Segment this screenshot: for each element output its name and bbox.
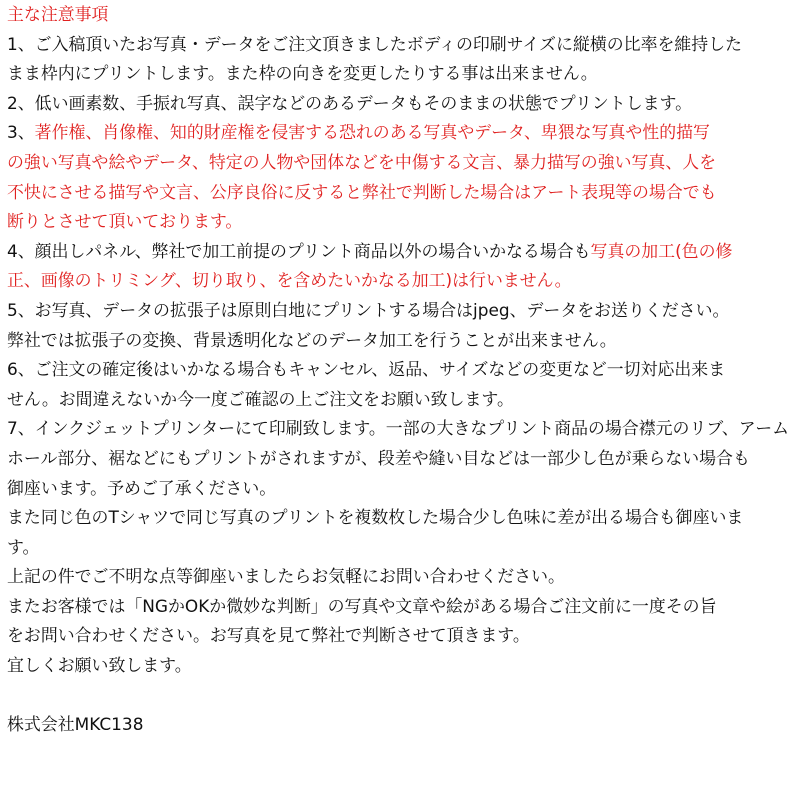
note-5-line-1: 5、お写真、データの拡張子は原則白地にプリントする場合はjpeg、データをお送りください。 (7, 299, 730, 320)
note-7-line-2: ホール部分、裾などにもプリントがされますが、段差や縫い目などは一部少し色が乗らない場合も (7, 447, 750, 468)
color-variance-line-1: また同じ色のTシャツで同じ写真のプリントを複数枚した場合少し色味に差が出る場合も御座いま (7, 507, 744, 528)
inquiry-line-2: をお問い合わせください。お写真を見て弊社で判断させて頂きます。 (7, 625, 530, 646)
note-4-warning-text: 写真の加工(色の修 (590, 240, 733, 261)
note-4-line-1 (7, 237, 797, 267)
notice-title: 主な注意事項 (7, 4, 109, 24)
note-1-line-1: 1、ご入稿頂いたお写真・データをご注文頂きましたボディの印刷サイズに縦横の比率を維持した (7, 33, 743, 54)
note-6-line-2: せん。お間違えないか今一度ご確認の上ご注文をお願い致します。 (7, 388, 514, 409)
note-2-line-1: 2、低い画素数、手振れ写真、誤字などのあるデータもそのままの状態でプリントします。 (7, 92, 692, 113)
note-3-line-2: の強い写真や絵やデータ、特定の人物や団体などを中傷する文言、暴力描写の強い写真、人を (7, 151, 717, 172)
note-7-line-3: 御座います。予めご了承ください。 (7, 477, 277, 498)
note-4-text: 4、顔出しパネル、弊社で加工前提のプリント商品以外の場合いかなる場合も (7, 240, 591, 261)
note-6-line-1: 6、ご注文の確定後はいかなる場合もキャンセル、返品、サイズなどの変更など一切対応出来ま (7, 359, 726, 380)
inquiry-line-1: またお客様では「NGかOKか微妙な判断」の写真や文章や絵がある場合ご注文前に一度その旨 (7, 595, 717, 616)
contact-line: 上記の件でご不明な点等御座いましたらお気軽にお問い合わせください。 (7, 566, 565, 587)
note-5-line-2: 弊社では拡張子の変換、背景透明化などのデータ加工を行うことが出来ません。 (7, 329, 617, 350)
color-variance-line-2: す。 (7, 536, 40, 557)
company-name: 株式会社MKC138 (7, 714, 144, 735)
note-1-line-2: まま枠内にプリントします。また枠の向きを変更したりする事は出来ません。 (7, 63, 598, 84)
note-3-line-4: 断りとさせて頂いております。 (7, 211, 243, 232)
note-4-line-2: 正、画像のトリミング、切り取り、を含めたいかなる加工)は行いません。 (7, 270, 572, 291)
note-3-number: 3、 (7, 122, 35, 143)
note-3-line-1 (7, 118, 797, 148)
note-7-line-1: 7、インクジェットプリンターにて印刷致します。一部の大きなプリント商品の場合襟元のリブ、アーム (7, 418, 790, 439)
notice-document (7, 0, 797, 740)
note-3-warning-text: 著作権、肖像権、知的財産権を侵害する恐れのある写真やデータ、卑猥な写真や性的描写 (34, 122, 710, 143)
spacer (7, 681, 797, 711)
closing-line: 宜しくお願い致します。 (7, 655, 192, 676)
note-3-line-3: 不快にさせる描写や文言、公序良俗に反すると弊社で判断した場合はアート表現等の場合でも (7, 181, 717, 202)
